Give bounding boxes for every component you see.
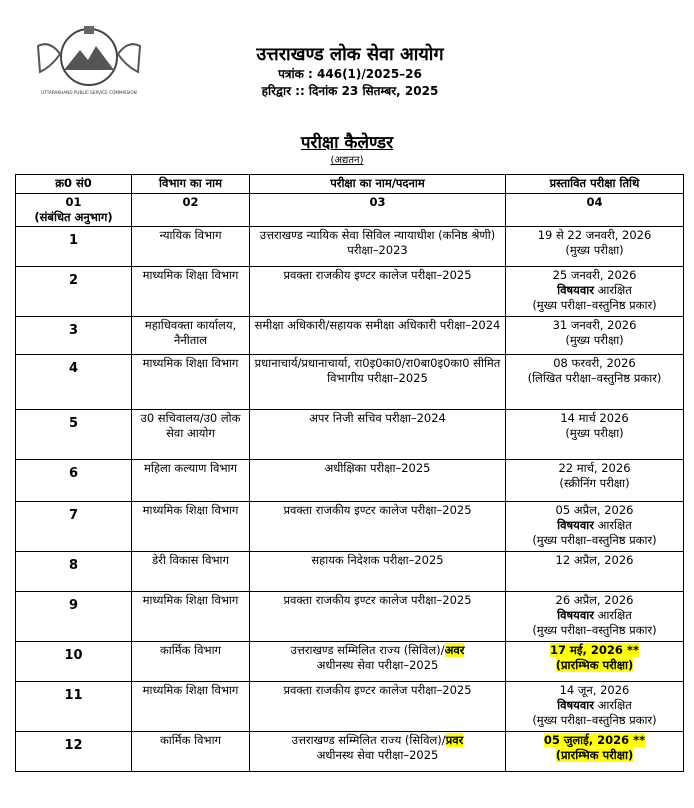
col-header-exam: परीक्षा का नाम/पदनाम [250, 175, 506, 194]
commission-logo [30, 20, 148, 98]
letter-header [220, 44, 480, 100]
department-name: माध्यमिक शिक्षा विभाग [132, 682, 250, 732]
exam-name: प्रवक्ता राजकीय इण्टर कालेज परीक्षा–2025 [250, 267, 506, 317]
table-row [16, 552, 684, 592]
table-row [16, 682, 684, 732]
exam-name: उत्तराखण्ड सम्मिलित राज्य (सिविल)/अवर अधीनस्थ सेवा परीक्षा–2025 [250, 642, 506, 682]
letter-number: पत्रांक : 446(1)/2025–26 [278, 67, 422, 81]
serial-number: 6 [16, 460, 132, 502]
department-name: माध्यमिक शिक्षा विभाग [132, 355, 250, 410]
exam-date: 31 जनवरी, 2026 (मुख्य परीक्षा) [506, 317, 684, 355]
serial-number: 5 [16, 410, 132, 460]
exam-date: 25 जनवरी, 2026 विषयवार आरक्षित (मुख्य परीक्षा–वस्तुनिष्ठ प्रकार) [506, 267, 684, 317]
col-header-date: प्रस्तावित परीक्षा तिथि [506, 175, 684, 194]
department-name: न्यायिक विभाग [132, 227, 250, 267]
col-header-dept: विभाग का नाम [132, 175, 250, 194]
col-number-cell: 04 [506, 194, 684, 227]
col-number-cell: 02 [132, 194, 250, 227]
table-row [16, 502, 684, 552]
exam-name: सहायक निदेशक परीक्षा–2025 [250, 552, 506, 592]
serial-number: 4 [16, 355, 132, 410]
exam-name: अधीक्षिका परीक्षा–2025 [250, 460, 506, 502]
serial-number: 8 [16, 552, 132, 592]
table-row [16, 410, 684, 460]
page-title: परीक्षा कैलेण्डर [300, 133, 394, 153]
col-number-cell: 03 [250, 194, 506, 227]
col-number-cell: 01 (संबंधित अनुभाग) [16, 194, 132, 227]
exam-date: 22 मार्च, 2026 (स्क्रीनिंग परीक्षा) [506, 460, 684, 502]
exam-date: 14 जून, 2026 विषयवार आरक्षित (मुख्य परीक्षा–वस्तुनिष्ठ प्रकार) [506, 682, 684, 732]
serial-number: 9 [16, 592, 132, 642]
serial-number: 3 [16, 317, 132, 355]
exam-name: अपर निजी सचिव परीक्षा–2024 [250, 410, 506, 460]
table-row [16, 732, 684, 772]
serial-number: 10 [16, 642, 132, 682]
serial-number: 7 [16, 502, 132, 552]
table-row [16, 460, 684, 502]
department-name: महाधिवक्ता कार्यालय, नैनीताल [132, 317, 250, 355]
emblem-icon [30, 20, 148, 98]
serial-number: 1 [16, 227, 132, 267]
exam-name: समीक्षा अधिकारी/सहायक समीक्षा अधिकारी परीक्षा–2024 [250, 317, 506, 355]
department-name: डेरी विकास विभाग [132, 552, 250, 592]
exam-date: 05 अप्रैल, 2026 विषयवार आरक्षित (मुख्य परीक्षा–वस्तुनिष्ठ प्रकार) [506, 502, 684, 552]
highlight-term: प्रवर [445, 733, 464, 747]
table-row [16, 267, 684, 317]
document-title [0, 132, 694, 167]
exam-name: उत्तराखण्ड सम्मिलित राज्य (सिविल)/प्रवर अधीनस्थ सेवा परीक्षा–2025 [250, 732, 506, 772]
col-header-sn: क्र0 सं0 [16, 175, 132, 194]
exam-date: 12 अप्रैल, 2026 [506, 552, 684, 592]
exam-name: प्रधानाचार्य/प्रधानाचार्या, रा0इ0का0/रा0बा0इ0का0 सीमित विभागीय परीक्षा–2025 [250, 355, 506, 410]
table-row [16, 355, 684, 410]
place-date: हरिद्वार :: दिनांक 23 सितम्बर, 2025 [261, 84, 439, 98]
department-name: माध्यमिक शिक्षा विभाग [132, 267, 250, 317]
table-row [16, 592, 684, 642]
exam-date: 05 जुलाई, 2026 ** (प्रारम्भिक परीक्षा) [506, 732, 684, 772]
serial-number: 2 [16, 267, 132, 317]
svg-text:UTTARAKHAND PUBLIC SERVICE COM: UTTARAKHAND PUBLIC SERVICE COMMISSION [41, 90, 137, 95]
exam-date: 26 अप्रैल, 2026 विषयवार आरक्षित (मुख्य परीक्षा–वस्तुनिष्ठ प्रकार) [506, 592, 684, 642]
exam-name: उत्तराखण्ड न्यायिक सेवा सिविल न्यायाधीश (कनिष्ठ श्रेणी) परीक्षा–2023 [250, 227, 506, 267]
department-name: कार्मिक विभाग [132, 642, 250, 682]
exam-name: प्रवक्ता राजकीय इण्टर कालेज परीक्षा–2025 [250, 682, 506, 732]
department-name: कार्मिक विभाग [132, 732, 250, 772]
exam-name: प्रवक्ता राजकीय इण्टर कालेज परीक्षा–2025 [250, 592, 506, 642]
department-name: माध्यमिक शिक्षा विभाग [132, 592, 250, 642]
table-header-row [16, 175, 684, 194]
org-name: उत्तराखण्ड लोक सेवा आयोग [256, 44, 444, 65]
exam-date: 08 फरवरी, 2026 (लिखित परीक्षा–वस्तुनिष्ठ प्रकार) [506, 355, 684, 410]
table-row [16, 642, 684, 682]
table-row [16, 317, 684, 355]
table-row [16, 227, 684, 267]
exam-date: 19 से 22 जनवरी, 2026 (मुख्य परीक्षा) [506, 227, 684, 267]
serial-number: 12 [16, 732, 132, 772]
page-subtitle: (अद्यतन) [330, 155, 364, 166]
department-name: उ0 सचिवालय/उ0 लोक सेवा आयोग [132, 410, 250, 460]
serial-number: 11 [16, 682, 132, 732]
column-number-row [16, 194, 684, 227]
exam-date: 14 मार्च 2026 (मुख्य परीक्षा) [506, 410, 684, 460]
highlight-term: अवर [444, 643, 465, 657]
department-name: महिला कल्याण विभाग [132, 460, 250, 502]
exam-name: प्रवक्ता राजकीय इण्टर कालेज परीक्षा–2025 [250, 502, 506, 552]
exam-date: 17 मई, 2026 ** (प्रारम्भिक परीक्षा) [506, 642, 684, 682]
exam-calendar-table [15, 174, 684, 772]
department-name: माध्यमिक शिक्षा विभाग [132, 502, 250, 552]
